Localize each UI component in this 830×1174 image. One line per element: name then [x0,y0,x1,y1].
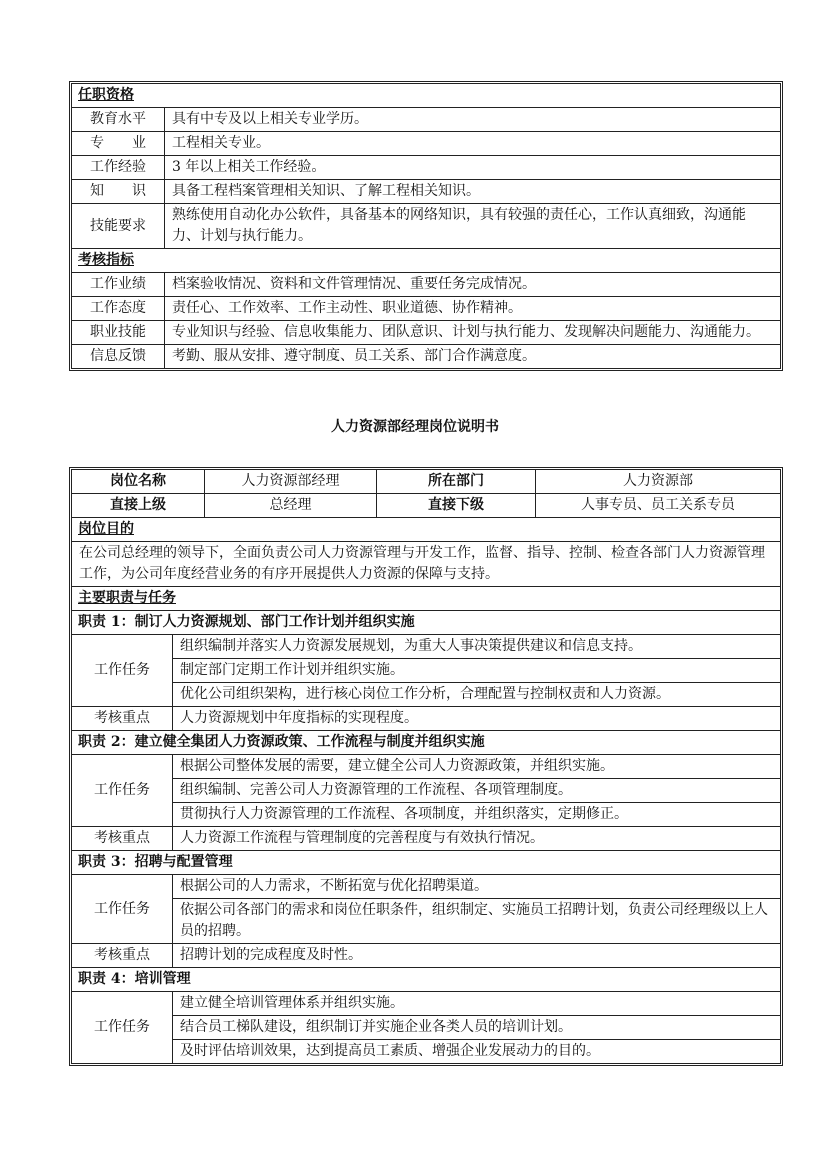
kpi-item: 人力资源规划中年度指标的实现程度。 [173,707,781,731]
kpi-label: 考核重点 [72,707,173,731]
duty-title: 职责 4：培训管理 [72,968,781,992]
task-item: 贯彻执行人力资源管理的工作流程、各项制度，并组织落实，定期修正。 [173,803,781,827]
kpi-label: 考核重点 [72,827,173,851]
superior-label: 直接上级 [72,494,205,518]
row-label: 职业技能 [72,321,165,345]
kpi-item: 人力资源工作流程与管理制度的完善程度与有效执行情况。 [173,827,781,851]
dept-value: 人力资源部 [536,470,781,494]
table-row [72,707,781,731]
post-name-value: 人力资源部经理 [205,470,377,494]
row-value: 考勤、服从安排、遵守制度、员工关系、部门合作满意度。 [165,345,781,369]
task-item: 优化公司组织架构，进行核心岗位工作分析，合理配置与控制权责和人力资源。 [173,683,781,707]
row-label: 工作态度 [72,297,165,321]
table-row [72,827,781,851]
table-row [72,992,781,1016]
task-item: 建立健全培训管理体系并组织实施。 [173,992,781,1016]
table-row [72,875,781,899]
table-row [72,156,781,180]
table-row [72,755,781,779]
task-item: 制定部门定期工作计划并组织实施。 [173,659,781,683]
dept-label: 所在部门 [377,470,536,494]
row-label: 信息反馈 [72,345,165,369]
superior-value: 总经理 [205,494,377,518]
row-value: 3 年以上相关工作经验。 [165,156,781,180]
row-label: 知 识 [72,180,165,204]
row-value: 责任心、工作效率、工作主动性、职业道德、协作精神。 [165,297,781,321]
table-row [72,108,781,132]
duties-title: 主要职责与任务 [72,587,781,611]
task-item: 组织编制、完善公司人力资源管理的工作流程、各项管理制度。 [173,779,781,803]
task-item: 根据公司的人力需求，不断拓宽与优化招聘渠道。 [173,875,781,899]
task-item: 依据公司各部门的需求和岗位任职条件，组织制定、实施员工招聘计划，负责公司经理级以上人员的招聘。 [173,899,781,944]
kpi-label: 考核重点 [72,944,173,968]
duty-title: 职责 3：招聘与配置管理 [72,851,781,875]
document-title: 人力资源部经理岗位说明书 [331,419,499,435]
row-label: 工作业绩 [72,273,165,297]
subordinate-value: 人事专员、员工关系专员 [536,494,781,518]
row-label: 技能要求 [72,204,165,249]
duty-title: 职责 1：制订人力资源规划、部门工作计划并组织实施 [72,611,781,635]
row-value: 具备工程档案管理相关知识、了解工程相关知识。 [165,180,781,204]
row-value: 熟练使用自动化办公软件，具备基本的网络知识，具有较强的责任心，工作认真细致，沟通能力、计划与执行能力。 [165,204,781,249]
row-value: 具有中专及以上相关专业学历。 [165,108,781,132]
purpose-title: 岗位目的 [72,518,781,542]
qualification-title: 任职资格 [72,84,781,108]
task-label: 工作任务 [72,992,173,1064]
row-label: 工作经验 [72,156,165,180]
table-row [72,944,781,968]
table-row [72,132,781,156]
header-row [72,470,781,494]
table-row [72,204,781,249]
row-value: 专业知识与经验、信息收集能力、团队意识、计划与执行能力、发现解决问题能力、沟通能力。 [165,321,781,345]
post-name-label: 岗位名称 [72,470,205,494]
kpi-title: 考核指标 [72,249,781,273]
qualification-table [71,83,781,369]
duty-title: 职责 2：建立健全集团人力资源政策、工作流程与制度并组织实施 [72,731,781,755]
task-item: 组织编制并落实人力资源发展规划，为重大人事决策提供建议和信息支持。 [173,635,781,659]
task-item: 及时评估培训效果，达到提高员工素质、增强企业发展动力的目的。 [173,1040,781,1064]
row-label: 专 业 [72,132,165,156]
table-row [72,321,781,345]
subordinate-label: 直接下级 [377,494,536,518]
purpose-text: 在公司总经理的领导下，全面负责公司人力资源管理与开发工作，监督、指导、控制、检查各部门人力资源管理工作，为公司年度经营业务的有序开展提供人力资源的保障与支持。 [72,542,781,587]
task-label: 工作任务 [72,875,173,944]
task-item: 结合员工梯队建设，组织制订并实施企业各类人员的培训计划。 [173,1016,781,1040]
job-description-table [71,469,781,1064]
task-item: 根据公司整体发展的需要，建立健全公司人力资源政策，并组织实施。 [173,755,781,779]
row-value: 工程相关专业。 [165,132,781,156]
task-label: 工作任务 [72,635,173,707]
header-row [72,494,781,518]
row-label: 教育水平 [72,108,165,132]
row-value: 档案验收情况、资料和文件管理情况、重要任务完成情况。 [165,273,781,297]
table-row [72,635,781,659]
table-row [72,345,781,369]
table-row [72,297,781,321]
task-label: 工作任务 [72,755,173,827]
table-row [72,180,781,204]
table-row [72,273,781,297]
kpi-item: 招聘计划的完成程度及时性。 [173,944,781,968]
